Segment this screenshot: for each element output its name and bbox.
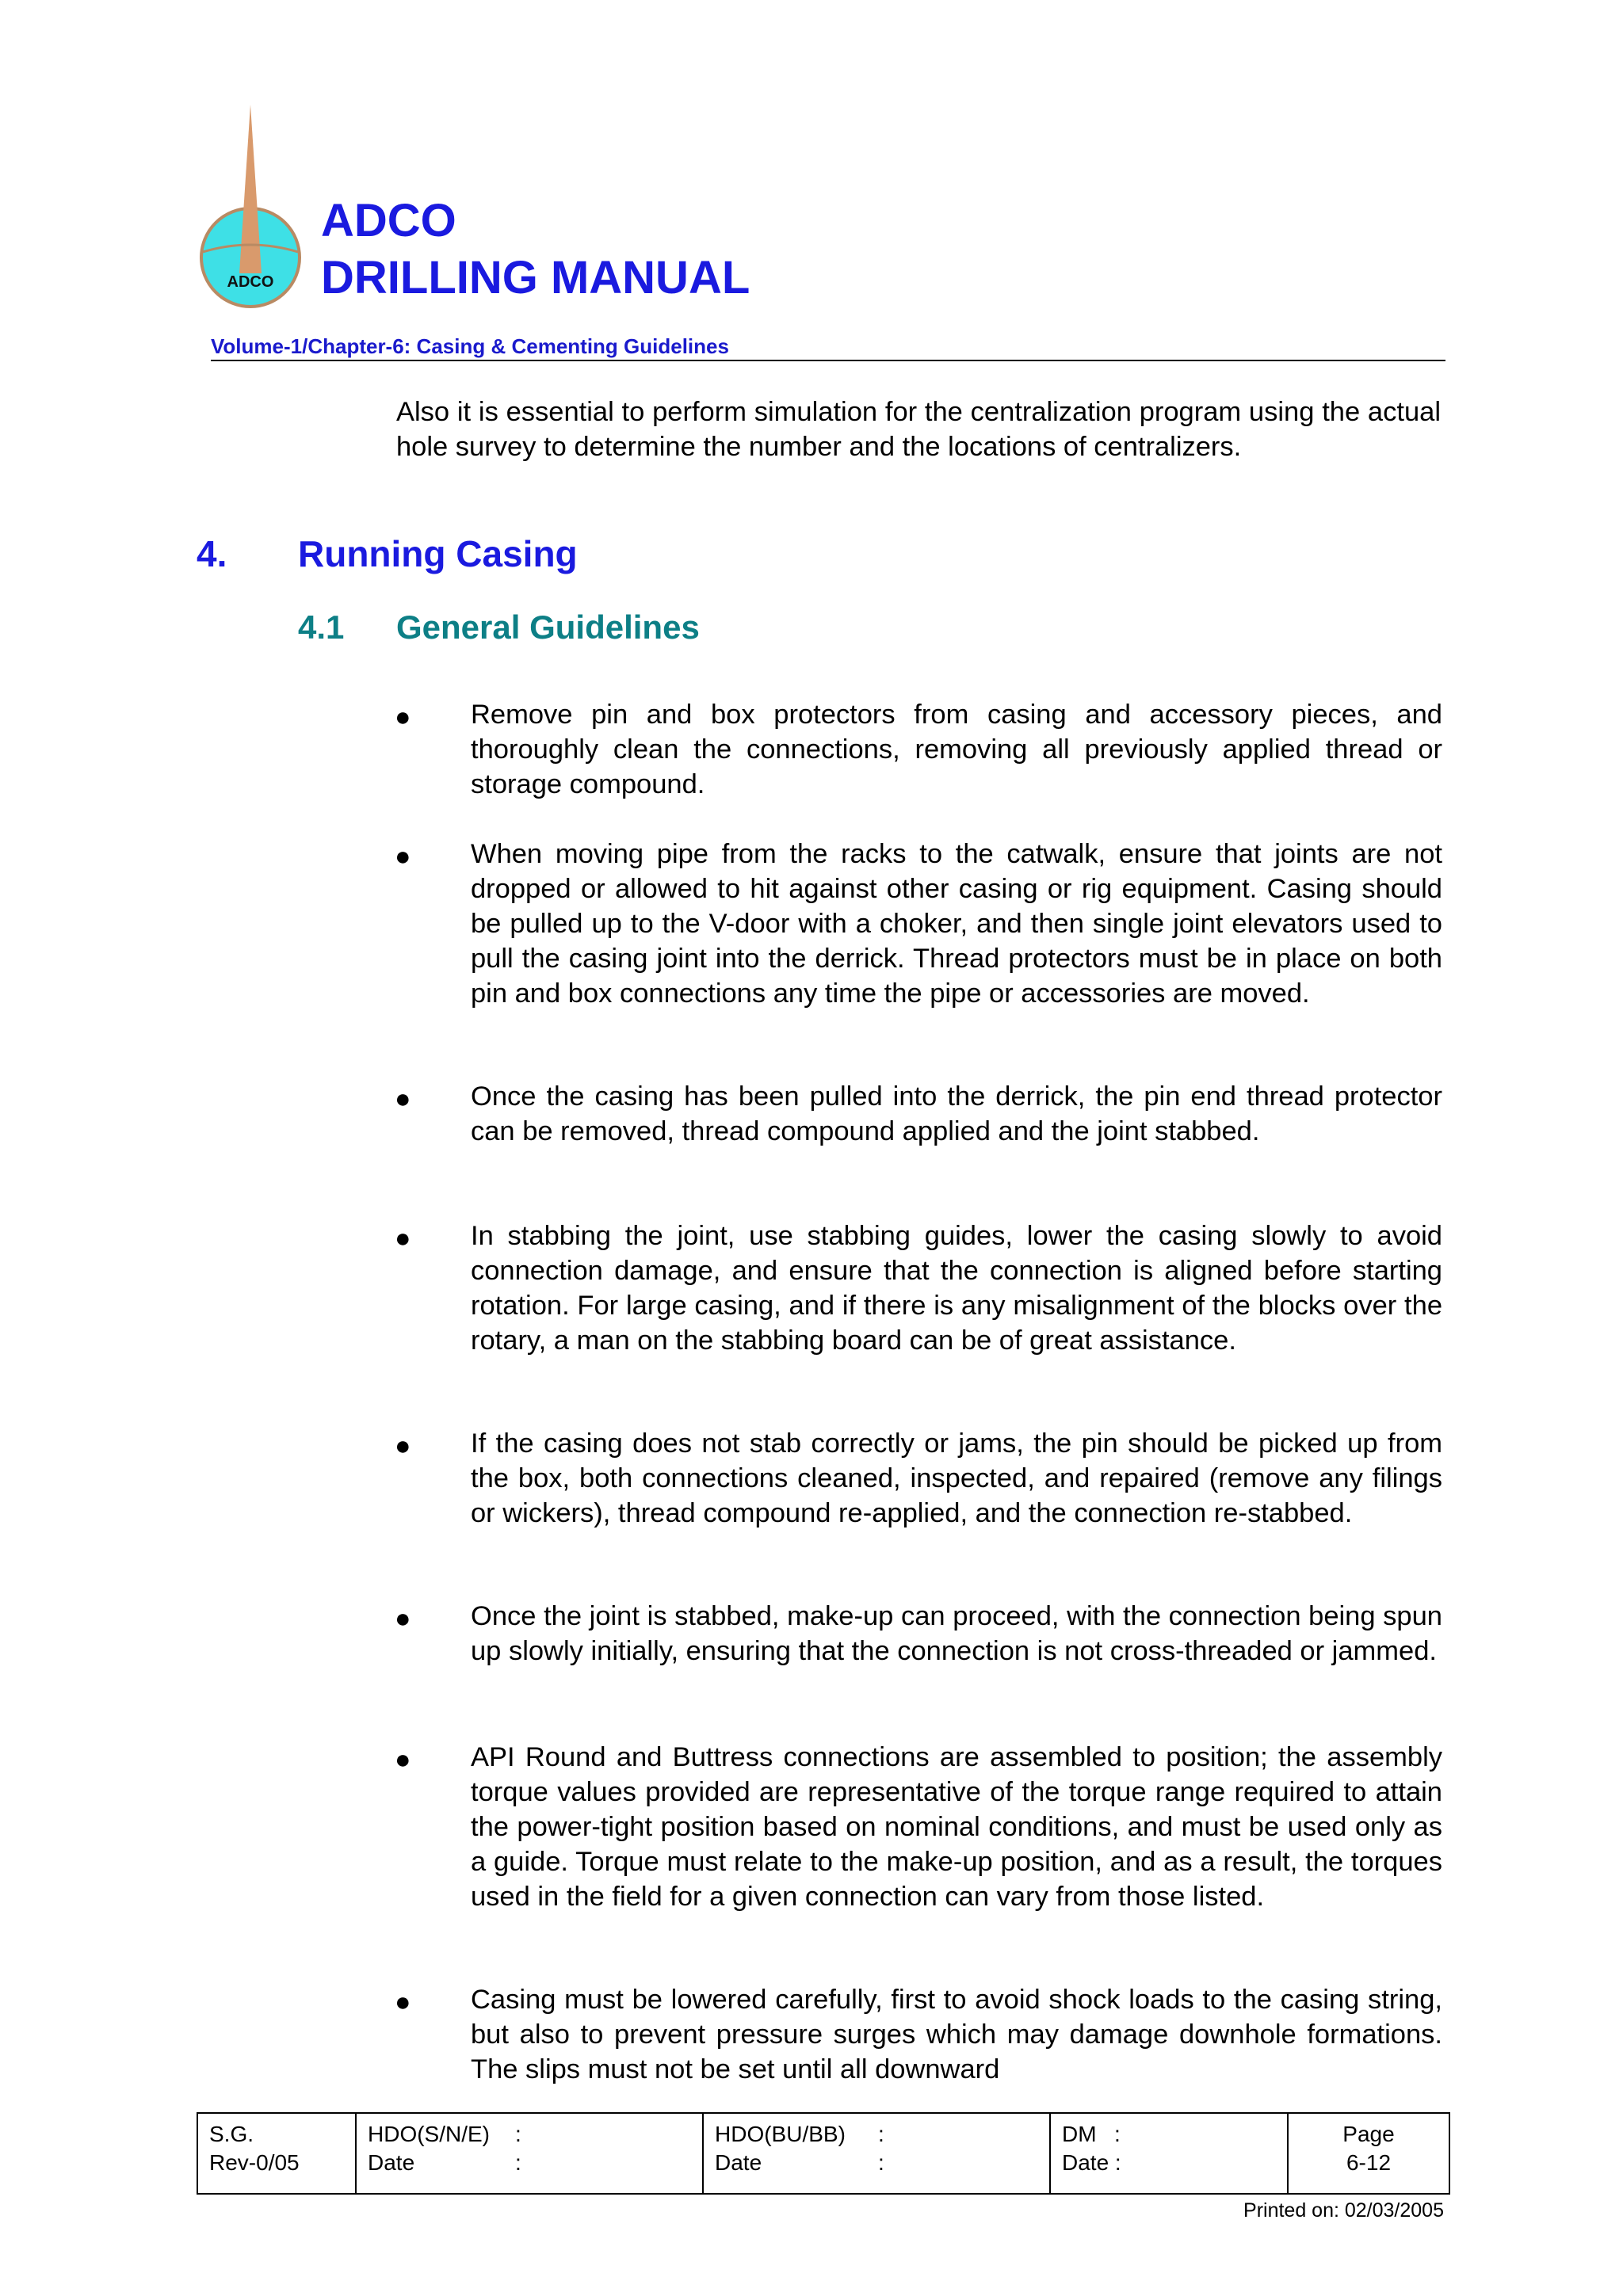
chapter-subheader: Volume-1/Chapter-6: Casing & Cementing Guidelines <box>211 334 729 358</box>
bullet-icon: ● <box>395 1987 411 2017</box>
list-item-text: Once the joint is stabbed, make-up can proceed, with the connection being spun up slowly initially, ensuring that the connection is not cross-threaded or jammed. <box>471 1601 1442 1666</box>
separator: : <box>515 2150 521 2175</box>
list-item-text: In stabbing the joint, use stabbing guides, lower the casing slowly to avoid connection damage, and ensure that the connection is aligned before starting rotation. For large casing, and if there is any misalignment of the blocks over the rotary, a man on the stabbing board can be of great assistance. <box>471 1221 1442 1356</box>
manual-title: DRILLING MANUAL <box>321 252 750 303</box>
dm-label: DM <box>1062 2122 1097 2146</box>
separator: : <box>515 2122 521 2146</box>
list-item-text: Remove pin and box protectors from casing and accessory pieces, and thoroughly clean the connections, removing all previously applied thread or storage compound. <box>471 700 1442 799</box>
footer-cell-author <box>198 2114 357 2193</box>
bullet-icon: ● <box>395 1223 411 1253</box>
bullet-icon: ● <box>395 841 411 871</box>
bullet-icon: ● <box>395 1084 411 1114</box>
intro-paragraph: Also it is essential to perform simulation for the centralization program using the actual hole survey to determine the number and the locations of centralizers. <box>396 397 1441 462</box>
bullet-icon: ● <box>395 1604 411 1634</box>
page-number: 6-12 <box>1346 2150 1392 2175</box>
date-label: Date <box>715 2150 762 2175</box>
separator: : <box>878 2150 884 2175</box>
section-title: Running Casing <box>298 533 578 574</box>
subsection-title: General Guidelines <box>396 608 700 646</box>
revision: Rev-0/05 <box>209 2150 300 2175</box>
logo-text: ADCO <box>227 273 274 291</box>
subsection-number: 4.1 <box>298 608 345 646</box>
hdo-bubb-label: HDO(BU/BB) <box>715 2122 846 2146</box>
separator: : <box>1114 2122 1121 2146</box>
list-item-text: When moving pipe from the racks to the catwalk, ensure that joints are not dropped or allowed to hit against other casing or rig equipment. Casing should be pulled up to the V-door with a choker, and then single joint elevators used to pull the casing joint into the derrick. Thread protectors must be in place on both pin and box connections any time the pipe or accessories are moved. <box>471 839 1442 1009</box>
list-item-text: Casing must be lowered carefully, first to avoid shock loads to the casing string, but also to prevent pressure surges which may damage downhole formations. The slips must not be set until all downward <box>471 1985 1442 2084</box>
bullet-icon: ● <box>395 1431 411 1461</box>
adco-logo <box>195 103 314 317</box>
date-label: Date <box>368 2150 415 2175</box>
list-item-text: If the casing does not stab correctly or jams, the pin should be picked up from the box, both connections cleaned, inspected, and repaired (remove any filings or wickers), thread compound re-applied, and the connection re-stabbed. <box>471 1428 1442 1528</box>
footer-table <box>197 2112 1450 2195</box>
separator: : <box>878 2122 884 2146</box>
brand-name: ADCO <box>321 195 456 246</box>
bullet-list <box>380 689 1458 2106</box>
header-divider <box>211 360 1445 361</box>
hdo-sne-label: HDO(S/N/E) <box>368 2122 490 2146</box>
bullet-icon: ● <box>395 702 411 732</box>
list-item-text: API Round and Buttress connections are assembled to position; the assembly torque values provided are representative of the torque range required to attain the power-tight position based on nominal conditions, and must be used only as a guide. Torque must relate to the make-up position, and as a result, the torques used in the field for a given connection can vary from those listed. <box>471 1742 1442 1912</box>
section-number: 4. <box>197 533 227 574</box>
footer-cell-hdo-sne <box>357 2114 704 2193</box>
page-label: Page <box>1342 2122 1395 2146</box>
bullet-icon: ● <box>395 1745 411 1775</box>
date-label: Date : <box>1062 2150 1121 2175</box>
footer-cell-dm <box>1051 2114 1289 2193</box>
printed-date: Printed on: 02/03/2005 <box>1243 2199 1444 2222</box>
footer-cell-hdo-bubb <box>704 2114 1051 2193</box>
footer-cell-page <box>1289 2114 1449 2193</box>
list-item-text: Once the casing has been pulled into the derrick, the pin end thread protector can be removed, thread compound applied and the joint stabbed. <box>471 1081 1442 1146</box>
author-initials: S.G. <box>209 2122 254 2146</box>
